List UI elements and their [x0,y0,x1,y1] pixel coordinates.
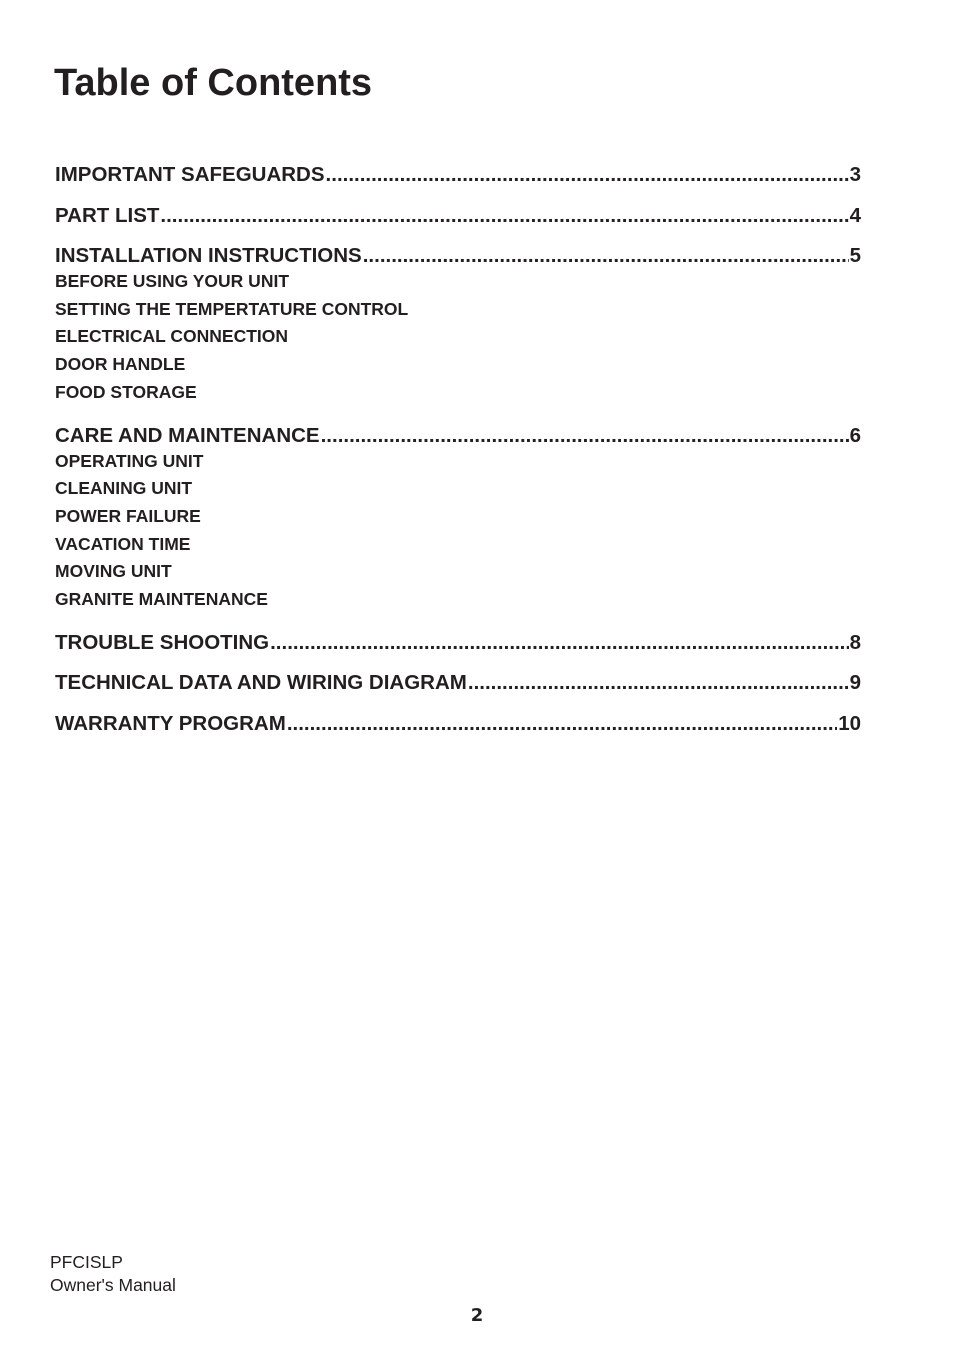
toc-entry-line [55,628,861,658]
table-of-contents [55,160,861,749]
dot-leader [363,241,849,271]
footer-model-number: PFCISLP [50,1252,123,1272]
toc-subsection[interactable]: ELECTRICAL CONNECTION [55,326,289,347]
toc-subsection[interactable]: SETTING THE TEMPERTATURE CONTROL [55,298,409,319]
toc-subsection[interactable]: CLEANING UNIT [55,478,193,499]
toc-subsection[interactable]: MOVING UNIT [55,561,172,582]
toc-entry-trouble-shooting[interactable] [55,628,861,669]
toc-entry-line [55,201,861,231]
toc-subsection[interactable]: VACATION TIME [55,533,191,554]
toc-entry-label: PART LIST [55,203,160,227]
toc-entry-installation-instructions[interactable] [55,241,861,421]
toc-entry-care-and-maintenance[interactable] [55,421,861,628]
toc-page-number: 3 [849,163,861,186]
page-number: 2 [470,1305,484,1326]
toc-page-number: 4 [849,203,861,227]
toc-page-number: 6 [849,423,861,447]
toc-page-number: 9 [849,671,861,695]
toc-subsection[interactable]: OPERATING UNIT [55,450,204,471]
toc-entry-part-list[interactable] [55,201,861,242]
toc-entry-line [55,709,861,739]
dot-leader [287,709,837,739]
toc-entry-line [55,160,861,190]
toc-subsection[interactable]: FOOD STORAGE [55,381,197,402]
toc-entry-warranty-program[interactable] [55,709,861,750]
footer-document-title: Owner's Manual [50,1275,176,1295]
toc-entry-line [55,241,861,271]
toc-subsection[interactable]: POWER FAILURE [55,505,201,526]
toc-subsection-list [55,448,861,628]
page-title: Table of Contents [54,62,373,104]
toc-page-number: 10 [838,711,861,735]
toc-entry-line [55,421,861,451]
toc-entry-label: INSTALLATION INSTRUCTIONS [55,244,362,267]
dot-leader [160,201,848,231]
toc-entry-important-safeguards[interactable] [55,160,861,201]
toc-subsection[interactable]: BEFORE USING YOUR UNIT [55,271,290,291]
toc-entry-label: TECHNICAL DATA AND WIRING DIAGRAM [55,671,467,695]
dot-leader [321,421,849,451]
toc-subsection[interactable]: DOOR HANDLE [55,354,186,375]
toc-page-number: 5 [849,244,861,267]
toc-subsection[interactable]: GRANITE MAINTENANCE [55,589,268,610]
toc-entry-label: TROUBLE SHOOTING [55,630,270,654]
toc-entry-line [55,668,861,698]
toc-entry-label: IMPORTANT SAFEGUARDS [55,163,325,186]
dot-leader [326,160,849,190]
dot-leader [468,668,849,698]
toc-subsection-list [55,268,861,421]
toc-entry-label: CARE AND MAINTENANCE [55,423,320,447]
toc-entry-label: WARRANTY PROGRAM [55,711,286,735]
toc-entry-technical-data[interactable] [55,668,861,709]
toc-page-number: 8 [849,630,861,654]
dot-leader [270,628,848,658]
